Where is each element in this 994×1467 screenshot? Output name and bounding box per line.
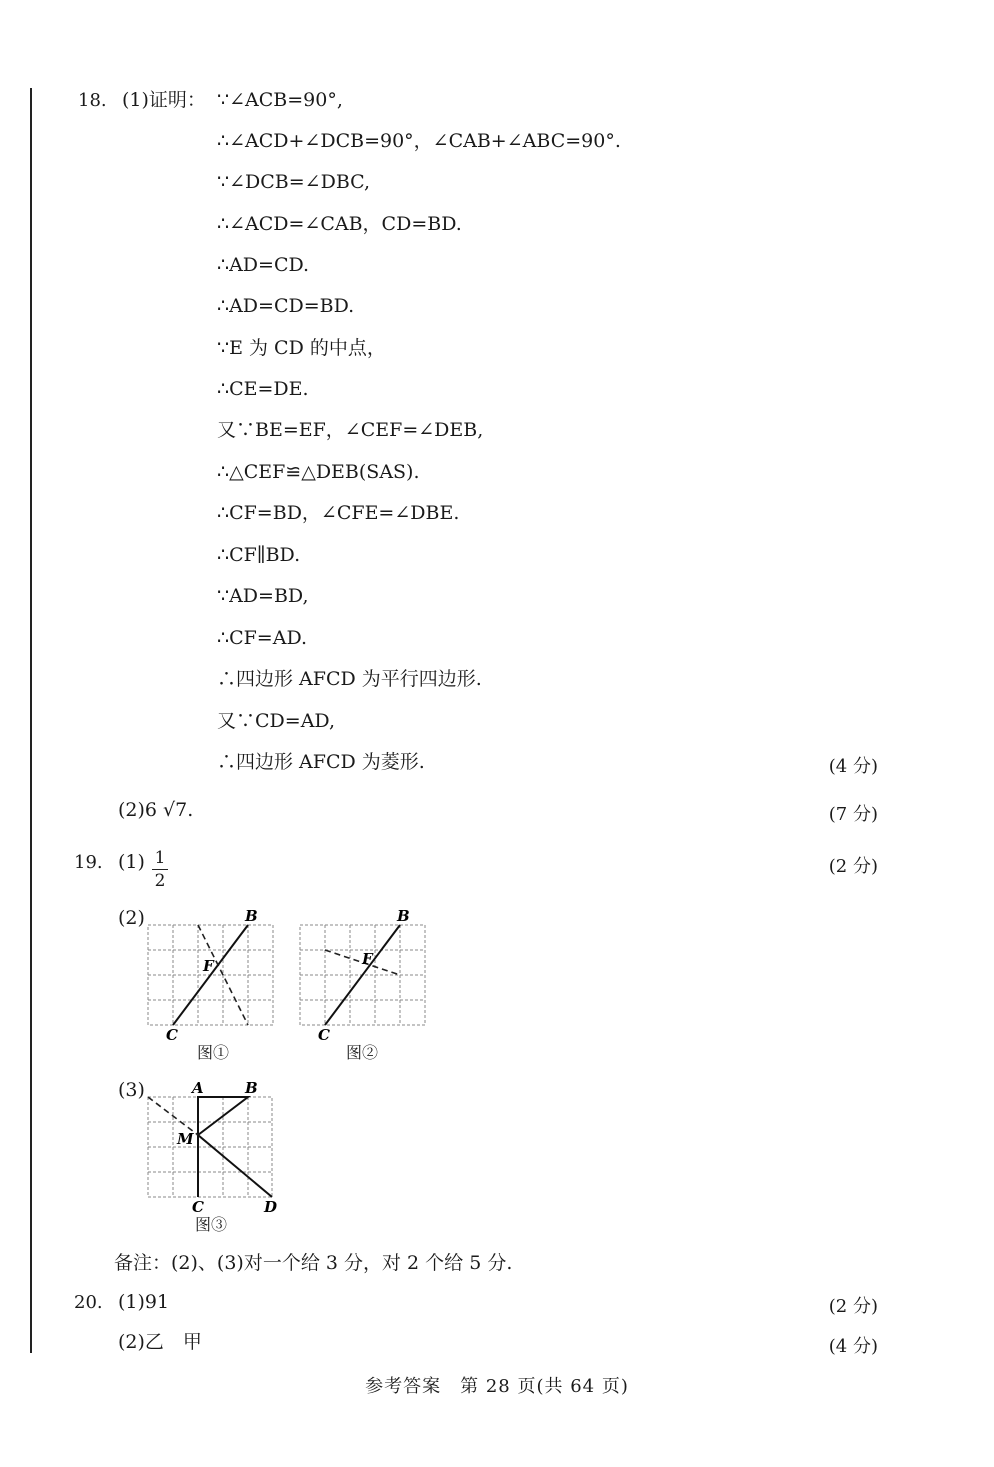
proof-line: ∴CF=AD. [217,627,308,649]
figure-3 [140,1078,290,1218]
label-m: M [177,1130,194,1148]
proof-line: ∴AD=CD=BD. [217,295,355,317]
figure-3-caption: 图③ [195,1215,228,1234]
label-f: F [203,957,214,975]
label-c: C [166,1026,178,1044]
label-c: C [192,1198,204,1216]
proof-line: 又∵CD=AD, [217,710,336,732]
label-f: F [362,950,373,968]
proof-line: ∵AD=BD, [217,585,309,607]
page-footer: 参考答案 第 28 页(共 64 页) [365,1376,629,1397]
fraction-bar [152,869,168,870]
proof-line: ∴CE=DE. [217,378,309,400]
q19-number: 19. [74,852,103,873]
figure-1 [140,905,290,1045]
margin-rule [30,88,32,1353]
fraction-numerator: 1 [154,848,166,868]
proof-line: ∴四边形 AFCD 为平行四边形. [217,668,482,690]
label-b: B [245,907,258,925]
proof-line: ∵∠DCB=∠DBC, [217,171,371,193]
proof-line: ∴CF∥BD. [217,544,301,566]
q19-part1-label: (1) [118,851,145,873]
q18-number: 18. [78,90,107,111]
proof-line: ∴∠ACD=∠CAB，CD=BD. [217,213,462,235]
proof-line: ∴AD=CD. [217,254,310,276]
label-c: C [318,1026,330,1044]
proof-line: ∵E 为 CD 的中点， [217,337,386,359]
figure-2-caption: 图② [346,1043,379,1062]
q18-part2-score: (7 分) [828,804,878,825]
proof-line: ∵∠ACB=90°, [217,89,343,111]
q20-part1-score: (2 分) [828,1296,878,1317]
proof-line: ∴四边形 AFCD 为菱形. [217,751,425,773]
q19-note: 备注：(2)、(3)对一个给 3 分，对 2 个给 5 分. [114,1252,513,1274]
proof-line: ∴△CEF≌△DEB(SAS). [217,461,420,483]
q20-part2-score: (4 分) [828,1336,878,1357]
proof-line: 又∵BE=EF，∠CEF=∠DEB, [217,419,484,441]
q20-number: 20. [74,1292,103,1313]
q19-part3-label: (3) [118,1079,145,1101]
label-b: B [245,1079,258,1097]
q19-part2-label: (2) [118,907,145,929]
fraction-one-half [152,848,168,891]
proof-line: ∴∠ACD+∠DCB=90°，∠CAB+∠ABC=90°. [217,130,621,152]
fraction-denominator: 2 [154,871,166,891]
q18-part1-score: (4 分) [828,756,878,777]
figure-1-caption: 图① [197,1043,230,1062]
figure-2 [292,905,442,1045]
label-a: A [192,1079,204,1097]
proof-line: ∴CF=BD，∠CFE=∠DBE. [217,502,460,524]
q18-part1-label: (1)证明： [122,89,206,111]
q19-part1-score: (2 分) [828,856,878,877]
q18-part2-answer: (2)6 √7. [118,799,194,821]
q20-part1-answer: (1)91 [118,1291,170,1313]
label-d: D [264,1198,278,1216]
q20-part2-answer: (2)乙 甲 [118,1331,202,1353]
label-b: B [397,907,410,925]
